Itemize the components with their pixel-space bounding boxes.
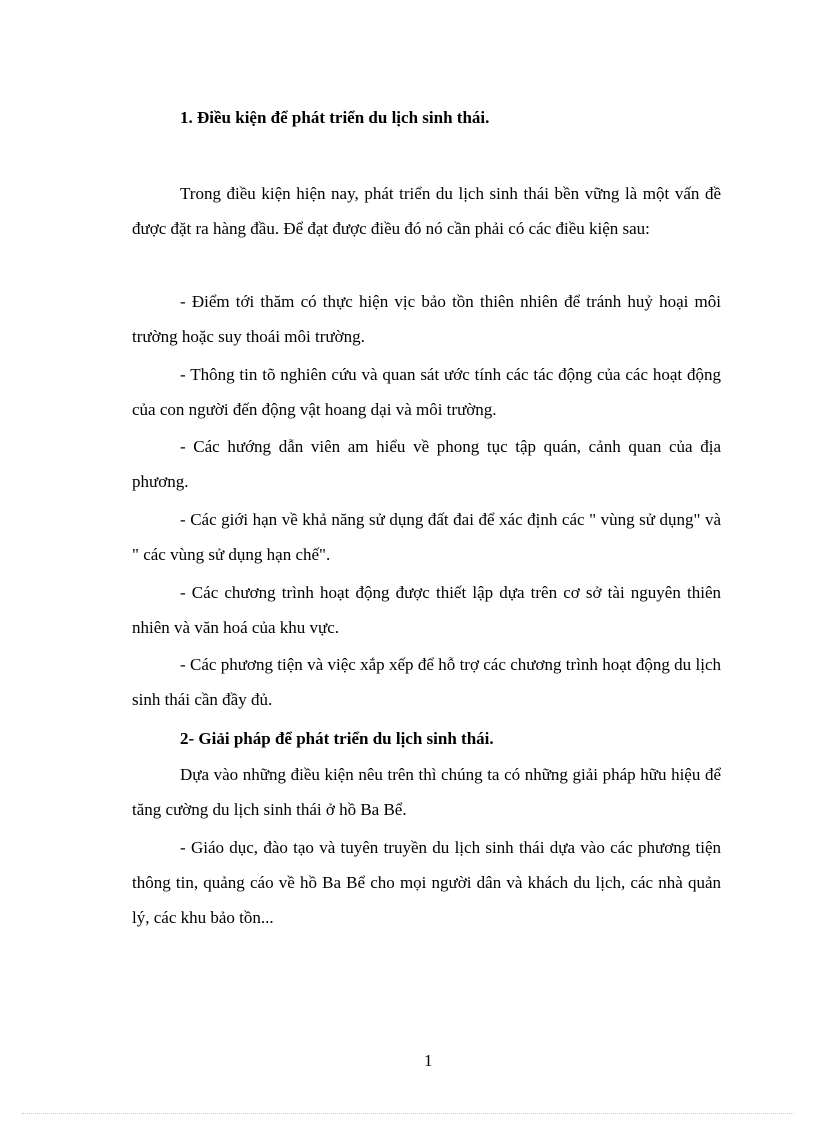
page-number: 1 xyxy=(424,1051,433,1070)
condition-item: - Các chương trình hoạt động được thiết lập dựa trên cơ sở tài nguyên thiên nhiên và văn hoá của khu vực. xyxy=(132,583,721,637)
section-heading-solutions: 2- Giải pháp để phát triển du lịch sinh thái. xyxy=(180,729,494,748)
section-heading-conditions: 1. Điều kiện để phát triển du lịch sinh thái. xyxy=(180,108,490,127)
page-bottom-divider xyxy=(22,1113,794,1114)
condition-item: - Thông tin tõ nghiên cứu và quan sát ước tính các tác động của các hoạt động của con người đến động vật hoang dại và môi trường. xyxy=(132,365,721,419)
solution-item: - Giáo dục, đào tạo và tuyên truyền du lịch sinh thái dựa vào các phương tiện thông tin, quảng cáo về hồ Ba Bể cho mọi người dân và khách du lịch, các nhà quản lý, các khu bảo tồn... xyxy=(132,838,721,927)
intro-paragraph: Trong điều kiện hiện nay, phát triển du lịch sinh thái bền vững là một vấn đề được đặt ra hàng đầu. Để đạt được điều đó nó cần phải có các điều kiện sau: xyxy=(132,184,721,238)
solutions-intro-paragraph: Dựa vào những điều kiện nêu trên thì chúng ta có những giải pháp hữu hiệu để tăng cường du lịch sinh thái ở hồ Ba Bể. xyxy=(132,765,721,819)
condition-item: - Các hướng dẫn viên am hiểu về phong tục tập quán, cảnh quan của địa phương. xyxy=(132,437,721,491)
condition-item: - Các giới hạn về khả năng sử dụng đất đai để xác định các " vùng sử dụng" và " các vùng sử dụng hạn chế". xyxy=(132,510,721,564)
condition-item: - Các phương tiện và việc xắp xếp để hỗ trợ các chương trình hoạt động du lịch sinh thái cần đầy đủ. xyxy=(132,655,721,709)
condition-item: - Điểm tới thăm có thực hiện vịc bảo tồn thiên nhiên để tránh huỷ hoại môi trường hoặc suy thoái môi trường. xyxy=(132,292,721,346)
